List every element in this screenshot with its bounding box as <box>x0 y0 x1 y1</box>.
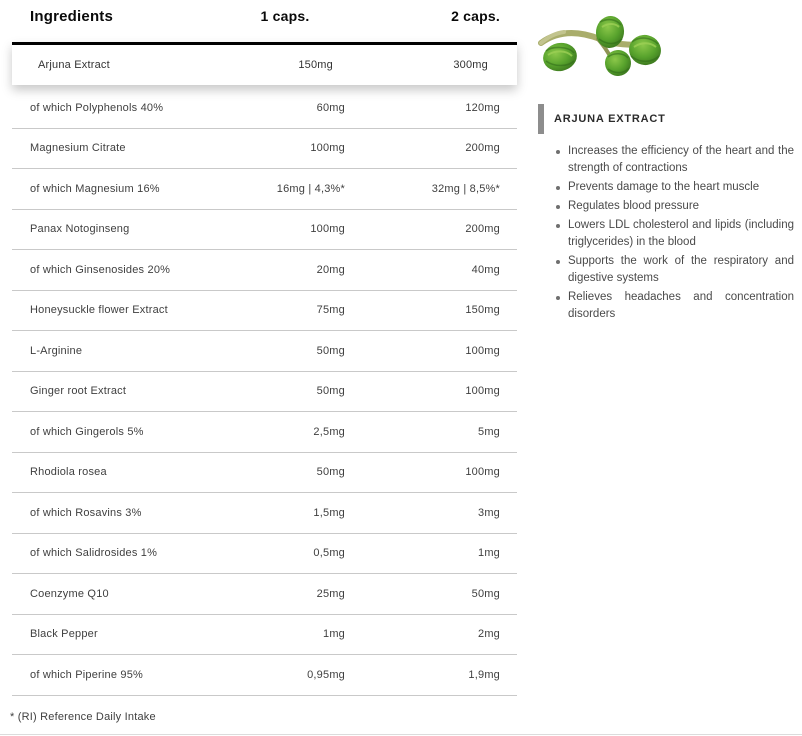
table-row <box>12 453 517 494</box>
highlight-row-arjuna-extract <box>12 42 517 85</box>
caps1-value: 100mg <box>310 142 345 155</box>
ingredient-name: of which Rosavins 3% <box>30 506 142 519</box>
ingredient-name: Coenzyme Q10 <box>30 587 109 600</box>
ingredient-name: Black Pepper <box>30 628 98 641</box>
caps1-value: 1mg <box>323 628 345 641</box>
ingredient-name: L-Arginine <box>30 344 83 357</box>
caps1-value: 60mg <box>316 101 345 114</box>
table-row <box>12 615 517 656</box>
table-row <box>12 655 517 696</box>
table-header <box>12 8 517 42</box>
table-row <box>12 331 517 372</box>
caps1-value: 0,5mg <box>313 547 345 560</box>
benefit-list <box>556 143 794 323</box>
table-row <box>12 372 517 413</box>
caps1-value: 75mg <box>316 304 345 317</box>
benefit-item: Lowers LDL cholesterol and lipids (including triglycerides) in the blood <box>556 217 794 251</box>
table-body <box>12 88 517 696</box>
arjuna-info-panel <box>538 104 794 325</box>
table-row <box>12 88 517 129</box>
header-1caps: 1 caps. <box>260 8 310 24</box>
benefit-item: Regulates blood pressure <box>556 198 794 215</box>
caps1-value: 0,95mg <box>307 668 345 681</box>
ingredient-name: of which Piperine 95% <box>30 668 144 681</box>
caps2-value: 150mg <box>465 304 500 317</box>
ingredient-name: of which Salidrosides 1% <box>30 547 158 560</box>
caps2-value: 3mg <box>478 506 500 519</box>
caps1-value: 50mg <box>316 344 345 357</box>
caps1-value: 50mg <box>316 466 345 479</box>
caps1-value: 25mg <box>316 587 345 600</box>
header-ingredients: Ingredients <box>30 8 114 25</box>
bottom-divider <box>0 734 802 735</box>
ingredient-name: of which Gingerols 5% <box>30 425 144 438</box>
caps2-value: 100mg <box>465 344 500 357</box>
table-row <box>12 412 517 453</box>
caps2-value: 200mg <box>465 142 500 155</box>
caps2-value: 100mg <box>465 385 500 398</box>
caps1-value: 2,5mg <box>313 425 345 438</box>
table-row <box>12 210 517 251</box>
caps1-value: 16mg | 4,3%* <box>276 182 345 195</box>
caps2-value: 300mg <box>453 59 488 71</box>
ingredient-name: Honeysuckle flower Extract <box>30 304 168 317</box>
ingredient-name: Ginger root Extract <box>30 385 127 398</box>
caps2-value: 5mg <box>478 425 500 438</box>
ingredient-name: Rhodiola rosea <box>30 466 107 479</box>
caps2-value: 2mg <box>478 628 500 641</box>
arjuna-leaves-image <box>538 6 666 88</box>
table-row <box>12 574 517 615</box>
caps2-value: 40mg <box>471 263 500 276</box>
caps2-value: 50mg <box>471 587 500 600</box>
section-heading <box>538 104 794 134</box>
caps1-value: 150mg <box>298 59 333 71</box>
caps2-value: 120mg <box>465 101 500 114</box>
ingredient-name: Arjuna Extract <box>38 59 110 71</box>
heading-accent-bar <box>538 104 544 134</box>
caps2-value: 1mg <box>478 547 500 560</box>
table-row <box>12 250 517 291</box>
caps2-value: 100mg <box>465 466 500 479</box>
caps1-value: 50mg <box>316 385 345 398</box>
table-row <box>12 129 517 170</box>
caps2-value: 200mg <box>465 223 500 236</box>
table-row <box>12 534 517 575</box>
table-row <box>12 493 517 534</box>
table-row <box>12 291 517 332</box>
benefit-item: Prevents damage to the heart muscle <box>556 179 794 196</box>
ingredient-name: Magnesium Citrate <box>30 142 126 155</box>
caps1-value: 20mg <box>316 263 345 276</box>
section-title: ARJUNA EXTRACT <box>554 113 666 125</box>
caps1-value: 1,5mg <box>313 506 345 519</box>
table-row <box>12 169 517 210</box>
ingredient-name: Panax Notoginseng <box>30 223 130 236</box>
header-2caps: 2 caps. <box>451 8 500 24</box>
caps2-value: 1,9mg <box>468 668 500 681</box>
caps1-value: 100mg <box>310 223 345 236</box>
ingredient-name: of which Ginsenosides 20% <box>30 263 171 276</box>
ingredients-table <box>12 8 517 696</box>
ingredient-name: of which Magnesium 16% <box>30 182 160 195</box>
benefit-item: Increases the efficiency of the heart and the strength of contractions <box>556 143 794 177</box>
benefit-item: Supports the work of the respiratory and digestive systems <box>556 253 794 287</box>
caps2-value: 32mg | 8,5%* <box>431 182 500 195</box>
benefit-item: Relieves headaches and concentration disorders <box>556 289 794 323</box>
ingredient-name: of which Polyphenols 40% <box>30 101 164 114</box>
reference-intake-footnote: * (RI) Reference Daily Intake <box>10 711 156 723</box>
